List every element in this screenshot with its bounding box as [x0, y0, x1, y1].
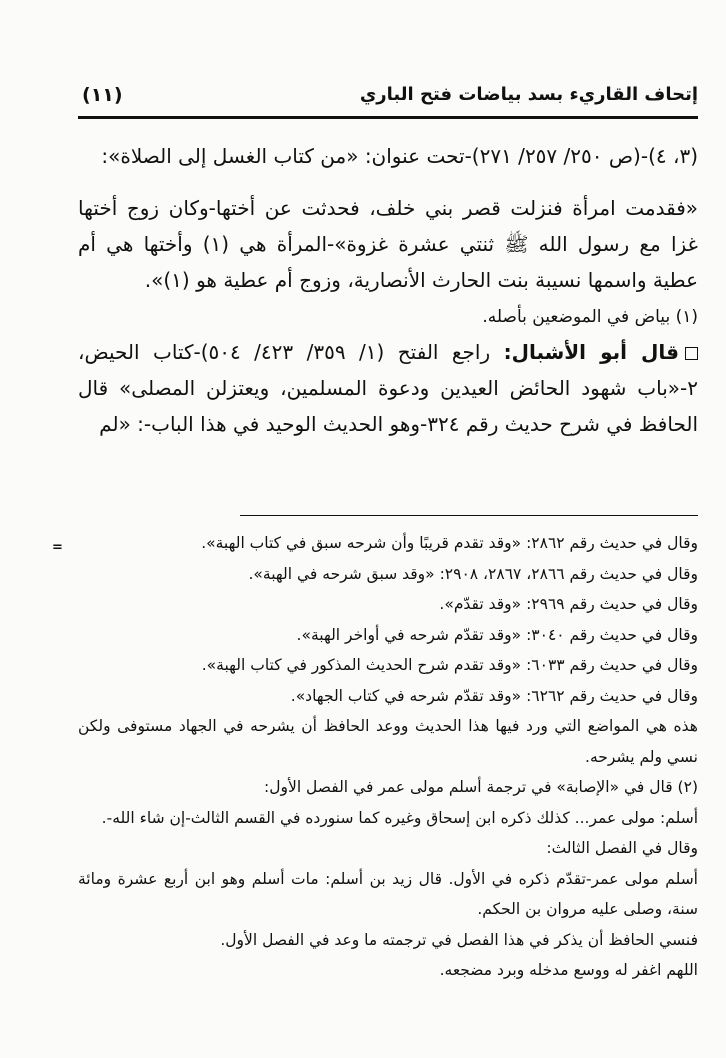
speaker-label: قال أبو الأشبال:: [503, 340, 679, 364]
square-bullet-icon: [685, 347, 698, 360]
footnote-line: وقال في حديث رقم ٢٨٦٢: «وقد تقدم قريبًا وأن شرحه سبق في كتاب الهبة».: [201, 534, 698, 552]
running-header: [78, 78, 698, 118]
footnote-line: وقال في حديث رقم ٣٠٤٠: «وقد تقدّم شرحه في أواخر الهبة».: [296, 625, 698, 644]
footnote-line: (٢) قال في «الإصابة» في ترجمة أسلم مولى عمر في الفصل الأول:: [264, 778, 698, 796]
book-title: إتحاف القاريء بسد بياضات فتح الباري: [359, 84, 698, 105]
footnote-line: وقال في الفصل الثالث:: [546, 839, 698, 857]
inline-footnote: (١) بياض في الموضعين بأصله.: [482, 307, 698, 327]
footnote-line: وقال في حديث رقم ٢٩٦٩: «وقد تقدّم».: [439, 595, 698, 613]
footnote-line: فنسي الحافظ أن يذكر في هذا الفصل في ترجمته ما وعد في الفصل الأول.: [220, 930, 698, 949]
footnote-line: وقال في حديث رقم ٢٨٦٦، ٢٨٦٧، ٢٩٠٨: «وقد سبق شرحه في الهبة».: [248, 564, 698, 583]
paragraph-commentary: [78, 334, 698, 442]
main-text: [78, 138, 698, 442]
footnote-line: وقال في حديث رقم ٦٢٦٢: «وقد تقدّم شرحه في كتاب الجهاد».: [290, 686, 698, 705]
footnote-line: هذه هي المواضع التي ورد فيها هذا الحديث ووعد الحافظ أن يشرحه في الجهاد مستوفى ولكن نسي ولم يشرحه.: [78, 717, 698, 766]
footnote-line: أسلم: مولى عمر... كذلك ذكره ابن إسحاق وغيره كما سنورده في القسم الثالث-إن شاء الله-.: [101, 808, 698, 827]
continuation-mark: =: [52, 540, 63, 555]
footnote-line: أسلم مولى عمر-تقدّم ذكره في الأول. قال زيد بن أسلم: مات أسلم وهو ابن أربع عشرة ومائة سنة، وصلى عليه مروان بن الحكم.: [78, 869, 698, 918]
footnote-line: وقال في حديث رقم ٦٠٣٣: «وقد تقدم شرح الحديث المذكور في كتاب الهبة».: [201, 656, 698, 674]
paragraph-citation: (٣، ٤)-(ص ٢٥٠/ ٢٥٧/ ٢٧١)-تحت عنوان: «من كتاب الغسل إلى الصلاة»:: [101, 144, 698, 168]
footnote-line: اللهم اغفر له ووسع مدخله وبرد مضجعه.: [439, 961, 698, 979]
commentary-text: راجع الفتح (١/ ٣٥٩/ ٤٢٣/ ٥٠٤)-كتاب الحيض، ٢-«باب شهود الحائض العيدين ودعوة المسلمين، ويعتزلن المصلى» قال الحافظ في شرح حديث رقم ٣٢٤-وهو الحديث الوحيد في هذا الباب-: «لم: [78, 340, 698, 436]
footnotes-section: [78, 528, 698, 986]
paragraph-hadith: «فقدمت امرأة فنزلت قصر بني خلف، فحدثت عن أختها-وكان زوج أختها غزا مع رسول الله ﷺ ثنتي عشرة غزوة»-المرأة هي (١) وأختها هي أم عطية واسمها نسيبة بنت الحارث الأنصارية، وزوج أم عطية هو (١)».: [78, 196, 698, 292]
footnote-separator: [240, 515, 698, 516]
page-number: (١١): [82, 84, 123, 106]
header-rule: [78, 116, 698, 119]
